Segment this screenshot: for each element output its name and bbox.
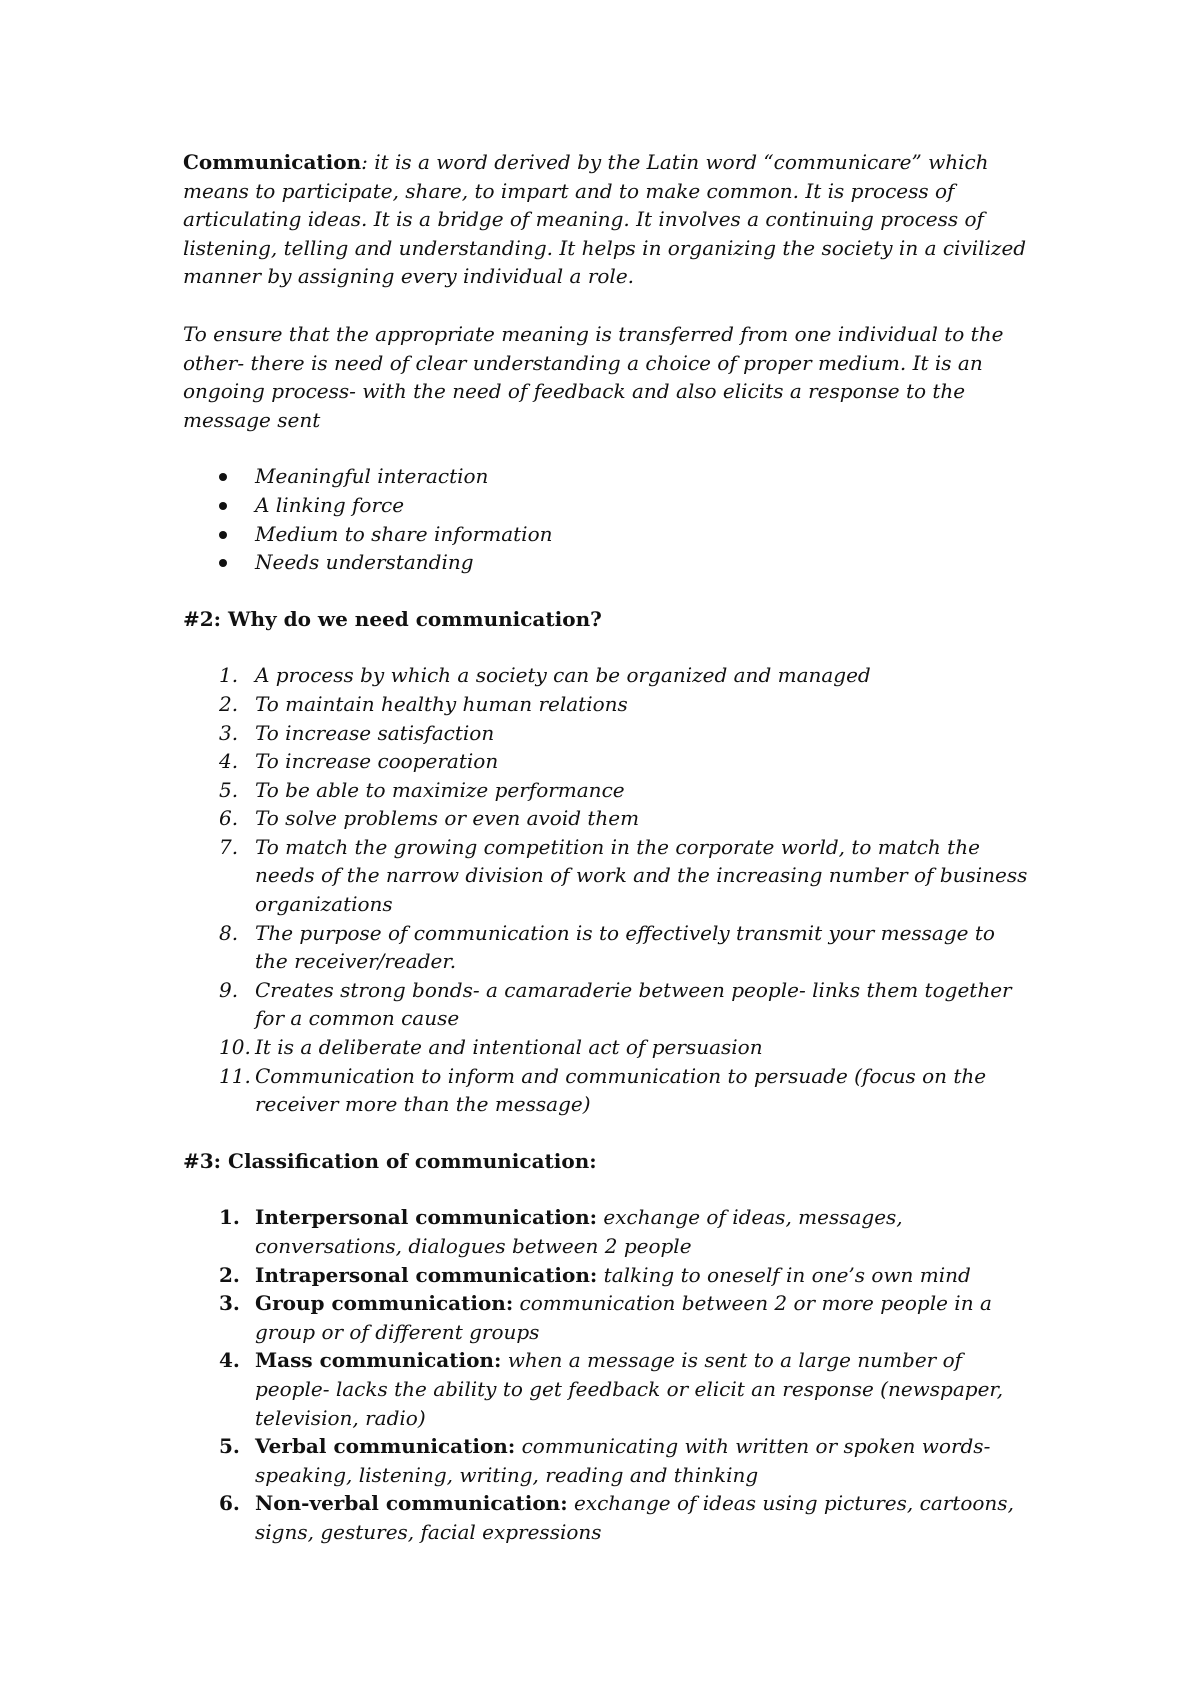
- list-item: [183, 976, 1033, 1033]
- intro-text: : it is a word derived by the Latin word “communicare” which means to participate, share, to impart and to make common. It is process of articulating ideas. It is a bridge of meaning. It involves a continuing process of listening, telling and understanding. It helps in organizing the society in a civilized manner by assigning every individual a role.: [183, 150, 1027, 289]
- classification-desc: talking to oneself in one’s own mind: [597, 1262, 971, 1287]
- intro-term: Communication: [183, 150, 362, 174]
- list-item: [183, 1261, 1033, 1290]
- list-item: [183, 1033, 1033, 1062]
- list-item: [183, 548, 1033, 577]
- reasons-list: [183, 661, 1033, 1119]
- list-item: [183, 1489, 1033, 1546]
- list-item-text: To solve problems or even avoid them: [255, 806, 640, 831]
- list-number: 4.: [219, 1348, 240, 1373]
- list-item: [183, 462, 1033, 491]
- classification-list: [183, 1203, 1033, 1546]
- list-number: 1.: [219, 663, 239, 688]
- list-item-text: Meaningful interaction: [255, 464, 489, 489]
- medium-paragraph: To ensure that the appropriate meaning is transferred from one individual to the other- there is need of clear understanding a choice of proper medium. It is an ongoing process- with the need of feedback and also elicits a response to the message sent: [183, 321, 1004, 432]
- list-item: [183, 804, 1033, 833]
- features-list: [183, 462, 1033, 576]
- classification-term: Non-verbal communication:: [255, 1491, 568, 1516]
- list-item: [183, 1062, 1033, 1119]
- list-number: 5.: [219, 1434, 240, 1459]
- list-item-text: A linking force: [255, 492, 405, 517]
- bullet-icon: [219, 531, 227, 539]
- list-number: 7.: [219, 834, 239, 859]
- bullet-icon: [219, 473, 227, 481]
- list-number: 5.: [219, 777, 239, 802]
- classification-term: Interpersonal communication:: [255, 1205, 598, 1230]
- classification-term: Verbal communication:: [255, 1434, 516, 1459]
- list-number: 3.: [219, 1291, 240, 1316]
- classification-desc: exchange of ideas, messages, conversations, dialogues between 2 people: [255, 1205, 903, 1258]
- list-item-text: To match the growing competition in the corporate world, to match the needs of the narrow division of work and the increasing number of business organizations: [255, 834, 1028, 917]
- list-number: 10.: [219, 1035, 251, 1060]
- section-2-heading: #2: Why do we need communication?: [183, 606, 602, 631]
- list-item-text: To increase satisfaction: [255, 720, 495, 745]
- list-item-text: Needs understanding: [255, 550, 474, 575]
- list-item: [183, 690, 1033, 719]
- list-item: [183, 1203, 1033, 1260]
- list-item-text: The purpose of communication is to effectively transmit your message to the receiver/reader.: [255, 920, 995, 974]
- list-number: 8.: [219, 920, 239, 945]
- list-number: 4.: [219, 749, 239, 774]
- list-item: [183, 776, 1033, 805]
- classification-desc: exchange of ideas using pictures, cartoons, signs, gestures, facial expressions: [255, 1491, 1014, 1544]
- document-page: [183, 148, 1033, 1547]
- list-item: [183, 491, 1033, 520]
- list-number: 6.: [219, 806, 239, 831]
- classification-term: Group communication:: [255, 1291, 514, 1316]
- list-number: 3.: [219, 720, 239, 745]
- list-item-text: A process by which a society can be organized and managed: [255, 663, 871, 688]
- list-number: 1.: [219, 1205, 240, 1230]
- list-number: 11.: [219, 1063, 251, 1088]
- list-item-text: Creates strong bonds- a camaraderie between people- links them together for a common cause: [255, 977, 1012, 1031]
- list-item: [183, 1432, 1033, 1489]
- list-item-text: Communication to inform and communication to persuade (focus on the receiver more than the message): [255, 1063, 987, 1117]
- bullet-icon: [219, 559, 227, 567]
- list-item: [183, 520, 1033, 549]
- list-number: 2.: [219, 1262, 240, 1287]
- intro-paragraph: [183, 148, 1033, 291]
- list-number: 2.: [219, 691, 239, 716]
- list-item: [183, 1346, 1033, 1432]
- classification-desc: communicating with written or spoken words- speaking, listening, writing, reading and thinking: [255, 1434, 991, 1487]
- bullet-icon: [219, 502, 227, 510]
- classification-term: Intrapersonal communication:: [255, 1262, 598, 1287]
- classification-term: Mass communication:: [255, 1348, 502, 1373]
- classification-desc: when a message is sent to a large number of people- lacks the ability to get feedback or elicit an response (newspaper, television, radio): [255, 1348, 1004, 1430]
- list-item: [183, 661, 1033, 690]
- classification-desc: communication between 2 or more people in a group or of different groups: [255, 1291, 992, 1344]
- list-item-text: To maintain healthy human relations: [255, 691, 628, 716]
- list-item-text: It is a deliberate and intentional act of persuasion: [255, 1035, 763, 1060]
- list-item-text: To be able to maximize performance: [255, 777, 625, 802]
- section-3-heading: #3: Classification of communication:: [183, 1148, 597, 1173]
- list-item-text: To increase cooperation: [255, 749, 499, 774]
- list-item: [183, 747, 1033, 776]
- list-item: [183, 919, 1033, 976]
- list-item: [183, 1289, 1033, 1346]
- list-item-text: Medium to share information: [255, 521, 553, 546]
- list-number: 9.: [219, 977, 239, 1002]
- list-number: 6.: [219, 1491, 240, 1516]
- list-item: [183, 719, 1033, 748]
- list-item: [183, 833, 1033, 919]
